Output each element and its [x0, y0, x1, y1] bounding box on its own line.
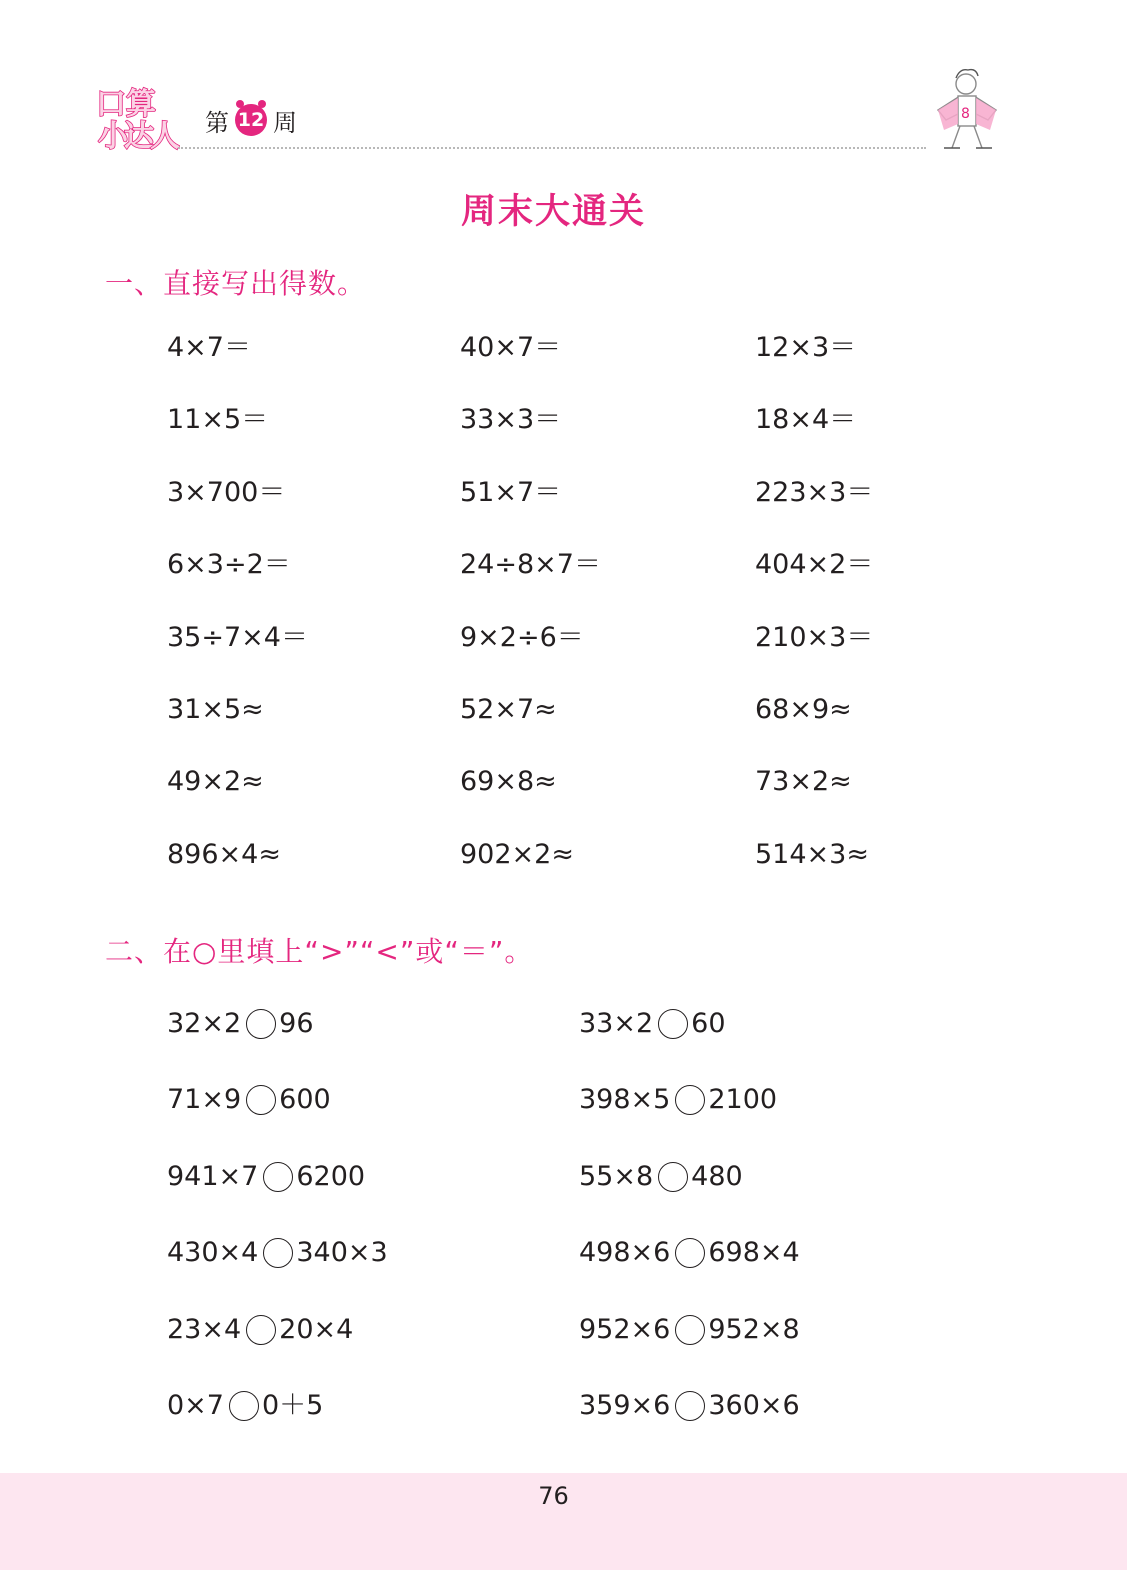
- comparison: [167, 1386, 579, 1426]
- svg-text:小: 小: [98, 119, 128, 152]
- answer-circle[interactable]: [246, 1085, 276, 1115]
- problem: 3×700＝: [167, 476, 286, 508]
- comparison-left: 430×4: [167, 1237, 259, 1269]
- comparison-right: 60: [691, 1008, 726, 1039]
- comparison-left: 32×2: [167, 1008, 242, 1039]
- comparison: [579, 1004, 1019, 1044]
- direct-calculation-grid: [167, 330, 1047, 909]
- problem: 9×2÷6＝: [460, 621, 584, 653]
- problem: 31×5≈: [167, 693, 264, 725]
- problem: 12×3＝: [755, 332, 857, 363]
- answer-circle[interactable]: [675, 1315, 705, 1345]
- mascot-illustration: [920, 68, 1016, 160]
- problem: 40×7＝: [460, 332, 562, 363]
- problem: 52×7≈: [460, 693, 557, 725]
- problem-row: [167, 330, 1047, 402]
- problem: 902×2≈: [460, 838, 574, 870]
- answer-circle[interactable]: [263, 1238, 293, 1268]
- problem: 223×3＝: [755, 476, 874, 508]
- svg-text:口: 口: [96, 87, 126, 122]
- comparison-left: 0×7: [167, 1389, 224, 1421]
- week-prefix: 第: [205, 108, 229, 137]
- comparison: [579, 1157, 1019, 1197]
- comparison: [579, 1386, 1019, 1426]
- problem: 69×8≈: [460, 766, 557, 798]
- problem: 514×3≈: [755, 838, 869, 870]
- comparison-left: 398×5: [579, 1084, 671, 1116]
- comparison-right: 480: [691, 1160, 743, 1192]
- comparison-row: [167, 1233, 1047, 1309]
- comparison: [167, 1310, 579, 1350]
- comparison-right: 96: [279, 1008, 314, 1039]
- comparison-left: 71×9: [167, 1084, 242, 1116]
- comparison-left: 941×7: [167, 1160, 259, 1192]
- problem: 18×4＝: [755, 404, 857, 436]
- comparison-row: [167, 1386, 1047, 1462]
- problem-row: [167, 837, 1047, 909]
- answer-circle[interactable]: [246, 1009, 276, 1039]
- page-title: 周末大通关: [460, 192, 646, 232]
- problem: 68×9≈: [755, 693, 852, 725]
- answer-circle[interactable]: [229, 1391, 259, 1421]
- problem: 35÷7×4＝: [167, 621, 308, 653]
- comparison-right: 360×6: [708, 1389, 800, 1421]
- comparison: [167, 1080, 579, 1120]
- problem: 6×3÷2＝: [167, 549, 291, 581]
- comparison-left: 55×8: [579, 1160, 654, 1192]
- page-number: 76: [538, 1482, 569, 1510]
- problem: 33×3＝: [460, 404, 562, 436]
- problem: 896×4≈: [167, 838, 281, 870]
- comparison-right: 0＋5: [261, 1389, 324, 1421]
- problem-row: [167, 547, 1047, 619]
- comparison-left: 952×6: [579, 1313, 671, 1345]
- comparison: [167, 1157, 579, 1197]
- answer-circle[interactable]: [246, 1315, 276, 1345]
- comparison: [167, 1004, 579, 1044]
- problem-row: [167, 692, 1047, 764]
- page-header: [0, 0, 1127, 170]
- comparison: [579, 1080, 1019, 1120]
- svg-text:人: 人: [150, 119, 180, 152]
- comparison-row: [167, 1310, 1047, 1386]
- comparison-right: 600: [279, 1084, 331, 1116]
- comparison-row: [167, 1080, 1047, 1156]
- logo: [94, 84, 180, 152]
- problem: 51×7＝: [460, 476, 562, 508]
- comparison-left: 498×6: [579, 1237, 671, 1269]
- week-number-badge: 12: [235, 104, 267, 136]
- comparison-left: 359×6: [579, 1389, 671, 1421]
- comparison-row: [167, 1157, 1047, 1233]
- problem-row: [167, 620, 1047, 692]
- svg-text:算: 算: [126, 87, 156, 122]
- problem: 404×2＝: [755, 549, 874, 581]
- problem: 73×2≈: [755, 766, 852, 798]
- problem-row: [167, 764, 1047, 836]
- comparison: [167, 1233, 579, 1273]
- comparison-left: 23×4: [167, 1313, 242, 1345]
- svg-text:8: 8: [961, 106, 970, 122]
- comparison-right: 6200: [296, 1160, 366, 1192]
- problem: 11×5＝: [167, 404, 269, 436]
- svg-text:达: 达: [124, 119, 154, 152]
- problem: 4×7＝: [167, 332, 251, 363]
- week-indicator: [205, 102, 297, 138]
- comparison-right: 340×3: [296, 1237, 388, 1269]
- comparison-left: 33×2: [579, 1008, 654, 1039]
- comparison-row: [167, 1004, 1047, 1080]
- problem: 24÷8×7＝: [460, 549, 601, 581]
- header-divider: [178, 147, 926, 149]
- section2-heading: 二、在○里填上“>”“<”或“＝”。: [105, 935, 534, 968]
- comparison-right: 2100: [708, 1084, 778, 1116]
- answer-circle[interactable]: [675, 1085, 705, 1115]
- answer-circle[interactable]: [263, 1162, 293, 1192]
- comparison-right: 20×4: [279, 1313, 354, 1345]
- comparison: [579, 1310, 1019, 1350]
- problem-row: [167, 475, 1047, 547]
- problem-row: [167, 402, 1047, 474]
- comparison-grid: [167, 1004, 1047, 1462]
- answer-circle[interactable]: [658, 1009, 688, 1039]
- answer-circle[interactable]: [675, 1391, 705, 1421]
- week-suffix: 周: [273, 108, 297, 137]
- comparison-right: 952×8: [708, 1313, 800, 1345]
- section1-heading: 一、直接写出得数。: [105, 267, 367, 300]
- problem: 210×3＝: [755, 621, 874, 653]
- comparison: [579, 1233, 1019, 1273]
- comparison-right: 698×4: [708, 1237, 800, 1269]
- answer-circle[interactable]: [658, 1162, 688, 1192]
- problem: 49×2≈: [167, 766, 264, 798]
- answer-circle[interactable]: [675, 1238, 705, 1268]
